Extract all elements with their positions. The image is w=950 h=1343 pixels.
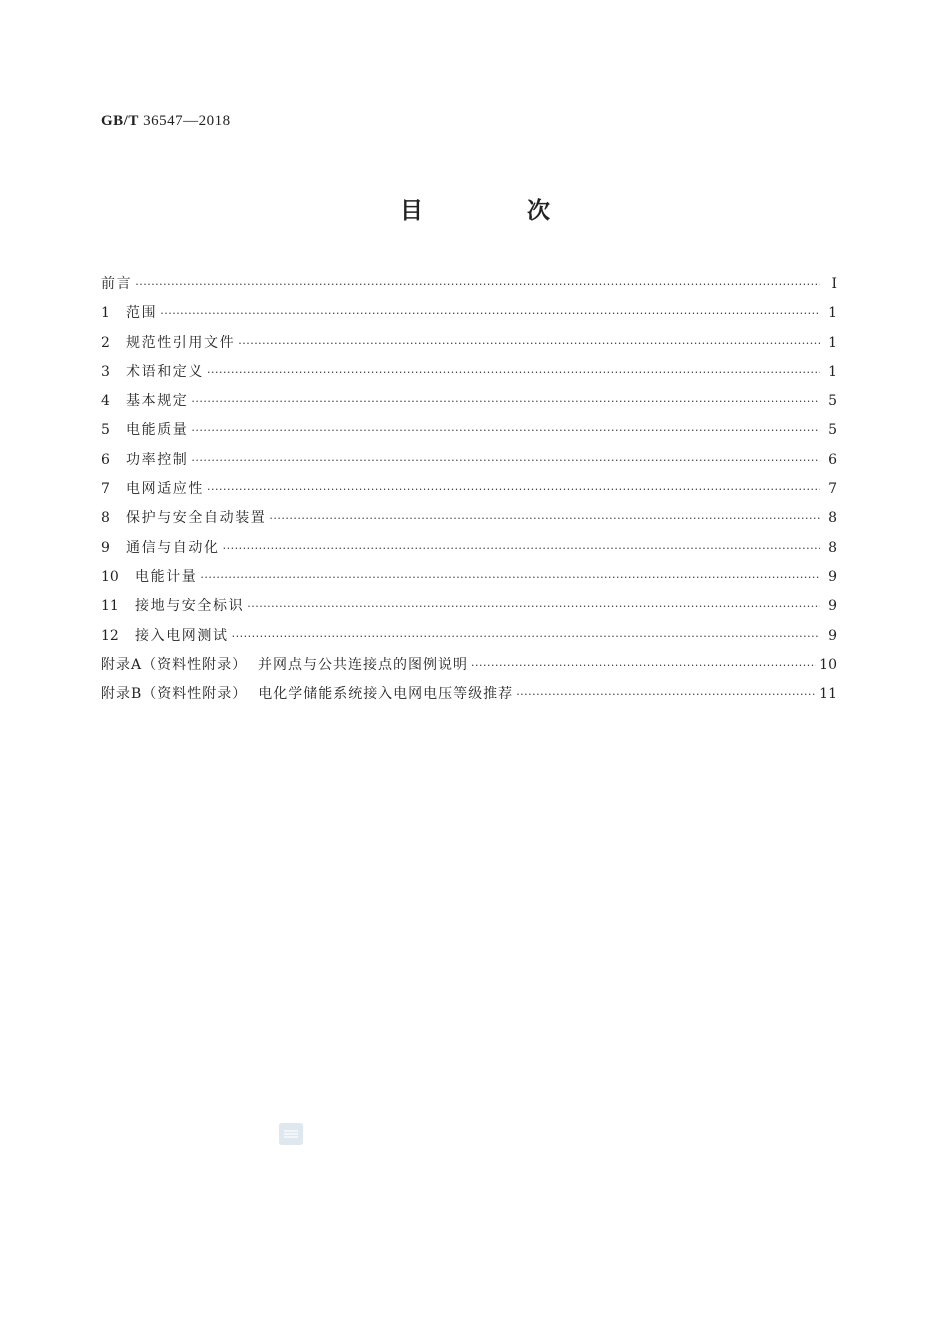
toc-entry-label: 电能计量 [135,568,198,585]
toc-entry-page: 8 [828,539,837,556]
toc-leader-dots [207,358,820,387]
toc-entry-label: 接入电网测试 [135,627,229,644]
toc-entry-4[interactable] [101,387,837,416]
toc-entry-page: 10 [819,656,837,673]
toc-entry-label: 附录A（资料性附录） 并网点与公共连接点的图例说明 [101,656,469,673]
toc-entry-label: 前言 [101,276,133,292]
toc-entry-page: 1 [828,363,837,380]
toc-leader-dots [135,270,820,299]
toc-entry-page: 11 [819,686,837,703]
toc-entry-3[interactable] [101,358,837,387]
toc-entry-number: 7 [101,481,110,498]
toc-entry-9[interactable] [101,534,837,563]
standard-prefix: GB/T [101,113,139,129]
page-title: 目 次 [399,198,598,224]
toc-entry-number: 6 [101,451,110,468]
toc-entry-appendix-b[interactable] [101,680,837,709]
toc-entry-number: 9 [101,539,110,556]
toc-entry-7[interactable] [101,475,837,504]
toc-entry-number: 2 [101,334,110,351]
toc-entry-12[interactable] [101,622,837,651]
toc-entry-page: 5 [828,422,837,439]
toc-entry-preface[interactable] [101,270,837,299]
toc-entry-6[interactable] [101,446,837,475]
toc-leader-dots [232,622,820,651]
toc-entry-label: 附录B（资料性附录） 电化学储能系统接入电网电压等级推荐 [101,686,514,703]
toc-leader-dots [471,651,816,680]
toc-entry-label: 通信与自动化 [126,539,220,556]
toc-leader-dots [191,446,820,475]
toc-entry-10[interactable] [101,563,837,592]
toc-entry-label: 范围 [126,305,158,322]
toc-entry-number: 10 [101,568,119,585]
standard-code [101,113,231,130]
sac-logo-icon [279,1123,303,1145]
toc-entry-page: 1 [828,305,837,322]
toc-leader-dots [247,592,820,621]
toc-leader-dots [238,329,820,358]
toc-leader-dots [200,563,820,592]
toc-entry-appendix-a[interactable] [101,651,837,680]
toc-entry-8[interactable] [101,504,837,533]
toc-entry-number: 3 [101,363,110,380]
toc-entry-number: 8 [101,510,110,527]
toc-entry-label: 电能质量 [126,422,189,439]
sac-logo-shape [279,1123,303,1145]
toc-entry-label: 功率控制 [126,451,189,468]
toc-entry-page: 9 [828,568,837,585]
toc-entry-label: 保护与安全自动装置 [126,510,267,527]
toc-leader-dots [191,416,820,445]
toc-entry-page: 8 [828,510,837,527]
table-of-contents [101,270,837,709]
standard-number: 36547—2018 [143,113,231,129]
toc-entry-number: 4 [101,393,110,410]
toc-entry-page: 1 [828,334,837,351]
toc-leader-dots [269,504,820,533]
toc-leader-dots [191,387,820,416]
toc-entry-page: 5 [828,393,837,410]
toc-leader-dots [207,475,820,504]
toc-entry-label: 基本规定 [126,393,189,410]
toc-entry-page: Ⅰ [831,276,837,292]
toc-leader-dots [223,534,820,563]
toc-entry-label: 电网适应性 [126,481,204,498]
toc-entry-number: 11 [101,598,119,615]
toc-entry-page: 9 [828,627,837,644]
toc-entry-11[interactable] [101,592,837,621]
toc-entry-number: 1 [101,305,110,322]
toc-entry-number: 12 [101,627,119,644]
toc-leader-dots [160,299,820,328]
toc-entry-1[interactable] [101,299,837,328]
toc-entry-page: 7 [828,481,837,498]
toc-entry-page: 6 [828,451,837,468]
toc-entry-page: 9 [828,598,837,615]
toc-entry-number: 5 [101,422,110,439]
toc-entry-label: 规范性引用文件 [126,334,236,351]
toc-leader-dots [516,680,816,709]
toc-entry-2[interactable] [101,329,837,358]
toc-entry-label: 术语和定义 [126,363,204,380]
toc-entry-5[interactable] [101,416,837,445]
toc-entry-label: 接地与安全标识 [135,598,245,615]
